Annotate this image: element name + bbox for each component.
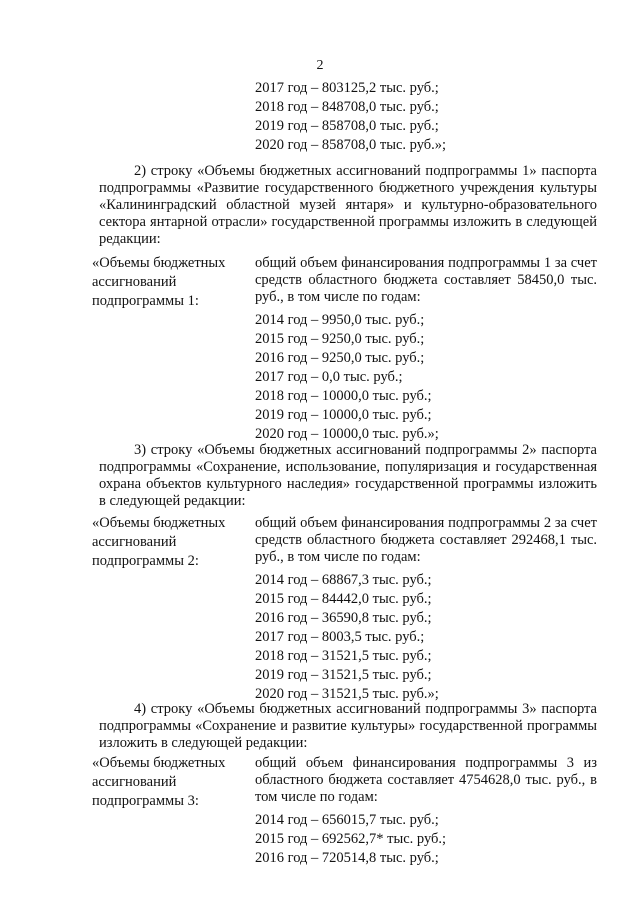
year-line: 2016 год – 36590,8 тыс. руб.;: [255, 610, 432, 626]
year-line: 2019 год – 10000,0 тыс. руб.;: [255, 407, 432, 423]
section-2-description-text: общий объем финансирования подпрограммы 1 за счет средств областного бюджета составляет 58450,0 тыс. руб., в том числе по годам:: [255, 255, 597, 305]
year-line: 2020 год – 10000,0 тыс. руб.»;: [255, 426, 439, 442]
section-2-label-line: подпрограммы 1:: [92, 293, 199, 309]
section-3-label-line: ассигнований: [92, 534, 177, 550]
section-3-description-text: общий объем финансирования подпрограммы 2 за счет средств областного бюджета составляет 292468,1 тыс. руб., в том числе по годам:: [255, 515, 597, 565]
section-4-paragraph-block: [99, 701, 597, 752]
year-line: 2017 год – 0,0 тыс. руб.;: [255, 369, 403, 385]
section-2-label-line: ассигнований: [92, 274, 177, 290]
page-number: 2: [316, 58, 324, 73]
year-line: 2015 год – 692562,7* тыс. руб.;: [255, 831, 447, 847]
section-2-description: [255, 255, 597, 306]
year-line: 2018 год – 31521,5 тыс. руб.;: [255, 648, 432, 664]
year-line: 2020 год – 31521,5 тыс. руб.»;: [255, 686, 439, 702]
section-4-label-line: «Объемы бюджетных: [92, 755, 226, 771]
year-line: 2020 год – 858708,0 тыс. руб.»;: [255, 137, 447, 153]
section-3-label-line: «Объемы бюджетных: [92, 515, 226, 531]
year-line: 2017 год – 8003,5 тыс. руб.;: [255, 629, 425, 645]
section-2-paragraph-block: [99, 163, 597, 248]
year-line: 2018 год – 10000,0 тыс. руб.;: [255, 388, 432, 404]
section-3-paragraph: 3) строку «Объемы бюджетных ассигнований подпрограммы 2» паспорта подпрограммы «Сохранение, использование, популяризация и государственная охрана объектов культурного наследия» государственной программы изложить в следующей редакции:: [99, 442, 597, 509]
year-line: 2017 год – 803125,2 тыс. руб.;: [255, 80, 439, 96]
section-2-label-line: «Объемы бюджетных: [92, 255, 226, 271]
section-3-paragraph-block: [99, 442, 597, 510]
year-line: 2014 год – 656015,7 тыс. руб.;: [255, 812, 439, 828]
year-line: 2016 год – 9250,0 тыс. руб.;: [255, 350, 425, 366]
section-3-label-line: подпрограммы 2:: [92, 553, 199, 569]
section-4-description-text: общий объем финансирования подпрограммы 3 из областного бюджета составляет 4754628,0 тыс. руб., в том числе по годам:: [255, 755, 597, 805]
year-line: 2015 год – 9250,0 тыс. руб.;: [255, 331, 425, 347]
year-line: 2015 год – 84442,0 тыс. руб.;: [255, 591, 432, 607]
year-line: 2016 год – 720514,8 тыс. руб.;: [255, 850, 439, 866]
section-4-label-line: ассигнований: [92, 774, 177, 790]
section-4-paragraph: 4) строку «Объемы бюджетных ассигнований подпрограммы 3» паспорта подпрограммы «Сохранение и развитие культуры» государственной программы изложить в следующей редакции:: [99, 701, 597, 751]
year-line: 2019 год – 858708,0 тыс. руб.;: [255, 118, 439, 134]
year-line: 2019 год – 31521,5 тыс. руб.;: [255, 667, 432, 683]
year-line: 2018 год – 848708,0 тыс. руб.;: [255, 99, 439, 115]
year-line: 2014 год – 9950,0 тыс. руб.;: [255, 312, 425, 328]
section-4-description: [255, 755, 597, 806]
section-2-paragraph: 2) строку «Объемы бюджетных ассигнований подпрограммы 1» паспорта подпрограммы «Развитие государственного бюджетного учреждения культуры «Калининградский областной музей янтаря» и культурно-образовательного сектора янтарной отрасли» государственной программы изложить в следующей редакции:: [99, 163, 597, 247]
section-3-description: [255, 515, 597, 566]
section-4-label-line: подпрограммы 3:: [92, 793, 199, 809]
year-line: 2014 год – 68867,3 тыс. руб.;: [255, 572, 432, 588]
